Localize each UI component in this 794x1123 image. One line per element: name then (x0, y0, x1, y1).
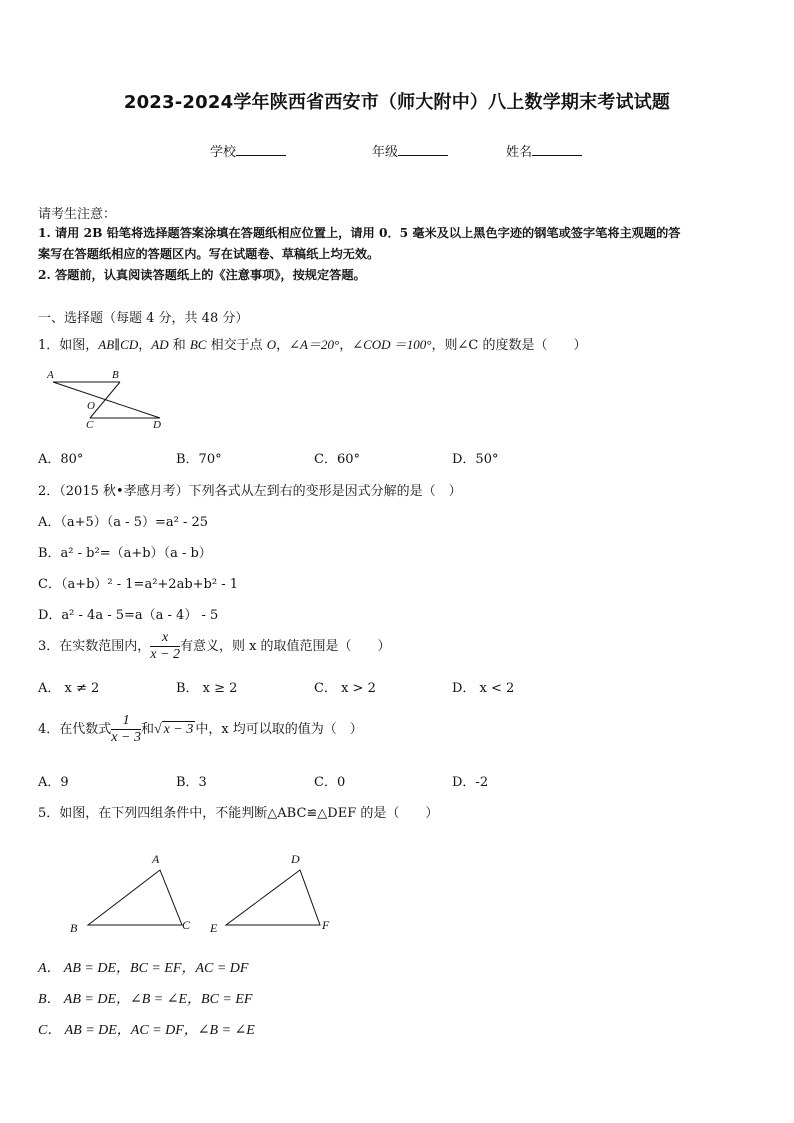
q4-option-c[interactable]: C．0 (314, 775, 346, 790)
q4-frac-den: x − 3 (111, 730, 141, 745)
q5-triangle-abc (88, 870, 182, 925)
grade-label: 年级 (372, 145, 399, 160)
q1-mid: 相交于点 (206, 338, 267, 353)
notice-item2: 2. 答题前，认真阅读答题纸上的《注意事项》，按规定答题。 (38, 268, 366, 282)
q1-figure (40, 368, 170, 433)
q5-option-b[interactable]: B． AB = DE，∠B = ∠E，BC = EF (38, 992, 253, 1007)
q4-option-d[interactable]: D．-2 (452, 775, 489, 790)
q5-label-d: D (291, 852, 300, 866)
page-title: 2023-2024学年陕西省西安市（师大附中）八上数学期末考试试题 (123, 92, 671, 113)
q1-suffix: ，则∠C 的度数是（ ） (431, 338, 587, 353)
q5-triangle-def (226, 870, 320, 925)
q3-option-c[interactable]: C． x > 2 (314, 681, 376, 696)
q3-frac-den: x − 2 (150, 647, 180, 662)
q1-label-c: C (86, 419, 94, 431)
q1-point: O (266, 337, 277, 352)
q1-prefix: 1．如图， (38, 338, 99, 353)
q3-option-b[interactable]: B． x ≥ 2 (176, 681, 238, 696)
q5-option-a[interactable]: A． AB = DE，BC = EF，AC = DF (38, 961, 249, 976)
notice-item1-line1: 1. 请用 2B 铅笔将选择题答案涂填在答题纸相应位置上，请用 0．5 毫米及以上黑色字迹的钢笔或签字笔将主观题的答 (38, 226, 681, 240)
q1-angle1: ∠A＝20° (289, 337, 340, 352)
name-field (506, 141, 582, 160)
q1-segment-ad (53, 382, 160, 418)
q5-stem: 5．如图，在下列四组条件中，不能判断△ABC≌△DEF 的是（ ） (38, 806, 439, 821)
q3-stem (38, 630, 391, 664)
q4-prefix: 4．在代数式 (38, 722, 112, 737)
q5-label-c: C (182, 918, 191, 932)
q4-option-b[interactable]: B．3 (176, 775, 207, 790)
q5-option-c[interactable]: C． AB = DE，AC = DF，∠B = ∠E (38, 1023, 255, 1038)
q4-option-a[interactable]: A．9 (38, 775, 69, 790)
q3-option-a[interactable]: A． x ≠ 2 (38, 681, 100, 696)
q1-label-a: A (47, 369, 54, 381)
q1-sep3: ， (339, 338, 353, 353)
q5-label-b: B (70, 921, 78, 935)
q4-frac-num: 1 (111, 713, 141, 730)
q1-label-b: B (112, 369, 119, 381)
school-label: 学校 (210, 145, 237, 160)
school-field (210, 141, 286, 160)
q4-sqrt-body: x − 3 (163, 722, 194, 737)
q2-option-d[interactable]: D．a² - 4a - 5=a（a - 4） - 5 (38, 608, 219, 623)
name-label: 姓名 (506, 145, 533, 160)
q5-figure (64, 848, 354, 938)
q1-option-d[interactable]: D．50° (452, 452, 499, 467)
q1-figure-svg (40, 368, 170, 433)
section-heading: 一、选择题（每题 4 分，共 48 分） (38, 311, 249, 326)
q3-suffix: 有意义，则 x 的取值范围是（ ） (179, 639, 391, 654)
q3-fraction (150, 630, 180, 663)
q1-sep2: ， (276, 338, 290, 353)
notice-item1-line2: 案写在答题纸相应的答题区内。写在试题卷、草稿纸上均无效。 (38, 247, 380, 261)
grade-field (372, 141, 448, 160)
q2-option-a[interactable]: A．（a+5）（a - 5）=a² - 25 (38, 515, 209, 530)
q1-label-o: O (87, 400, 95, 412)
q1-option-a[interactable]: A．80° (38, 452, 84, 467)
q1-option-b[interactable]: B．70° (176, 452, 222, 467)
q4-and: 和 (140, 722, 154, 737)
q1-sep1: ， (138, 338, 152, 353)
q2-stem: 2．（2015 秋•孝感月考）下列各式从左到右的变形是因式分解的是（ ） (38, 484, 462, 499)
q1-stem (38, 334, 587, 353)
q2-option-c[interactable]: C．（a+b）² - 1=a²+2ab+b² - 1 (38, 577, 238, 592)
q1-cond3: BC (189, 337, 207, 352)
q4-stem (38, 713, 363, 747)
grade-blank[interactable] (398, 143, 448, 156)
name-blank[interactable] (532, 143, 582, 156)
q5-label-a: A (152, 852, 160, 866)
q3-frac-num: x (150, 630, 180, 647)
school-blank[interactable] (236, 143, 286, 156)
q1-cond1: AB∥CD (98, 337, 139, 352)
q2-option-b[interactable]: B．a² - b²=（a+b）（a - b） (38, 546, 212, 561)
notice-heading: 请考生注意： (38, 207, 117, 222)
q4-sqrt: √ x − 3 (153, 722, 194, 737)
q4-suffix: 中，x 均可以取的值为（ ） (195, 722, 363, 737)
q5-label-e: E (210, 921, 218, 935)
q1-option-c[interactable]: C．60° (314, 452, 360, 467)
q1-and: 和 (168, 338, 190, 353)
q4-fraction (111, 713, 141, 746)
q1-cond2: AD (151, 337, 169, 352)
q1-label-d: D (153, 419, 161, 431)
q5-figure-svg (64, 848, 354, 938)
q3-prefix: 3．在实数范围内， (38, 639, 151, 654)
q5-label-f: F (322, 918, 330, 932)
q3-option-d[interactable]: D． x < 2 (452, 681, 515, 696)
q1-angle2: ∠COD ＝100° (352, 337, 432, 352)
